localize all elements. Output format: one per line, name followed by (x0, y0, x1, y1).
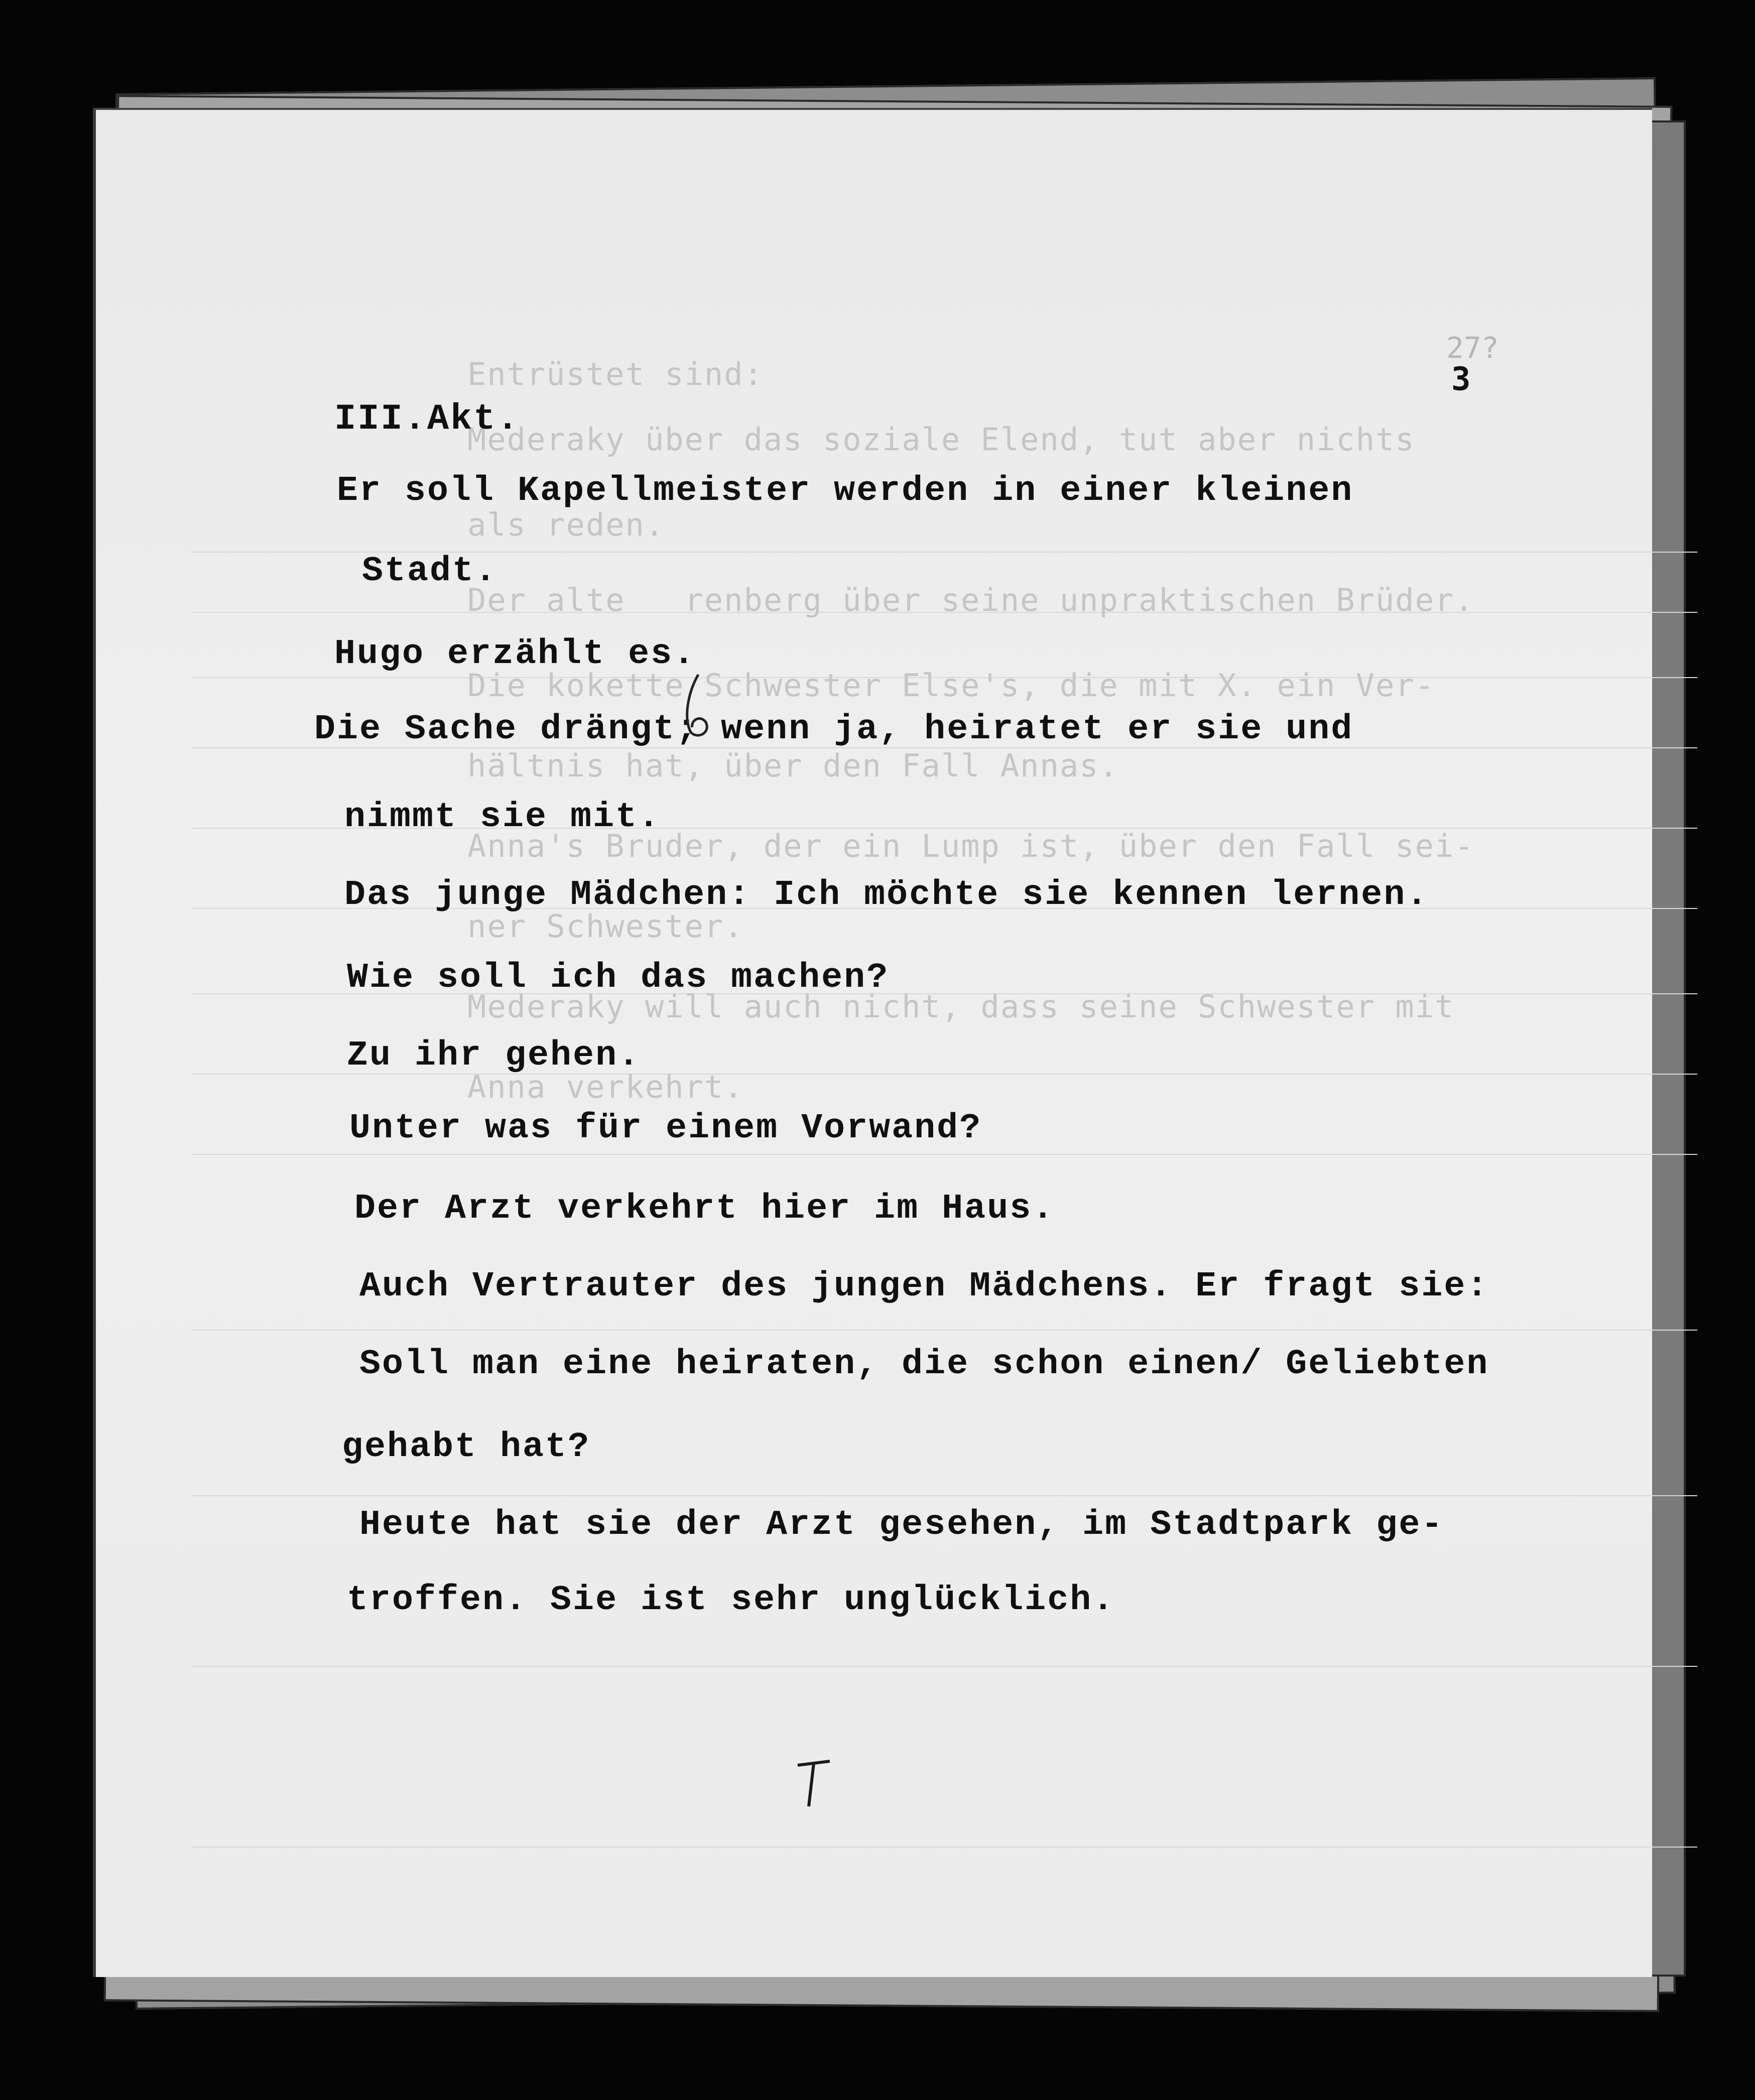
text-line: Hugo erzählt es. (334, 634, 696, 674)
show-through-line: Die kokette Schwester Else's, die mit X. ein Ver- (467, 667, 1435, 704)
text-line: Das junge Mädchen: Ich möchte sie kennen lernen. (344, 875, 1429, 915)
pencil-mark (794, 1756, 834, 1811)
text-line: Unter was für einem Vorwand? (349, 1109, 982, 1148)
show-through-line: Der alte renberg über seine unpraktischen Brüder. (467, 582, 1474, 618)
ruled-line (191, 1154, 1697, 1155)
text-line: Er soll Kapellmeister werden in einer kleinen (337, 471, 1354, 511)
text-line: Der Arzt verkehrt hier im Haus. (354, 1189, 1055, 1229)
ruled-line (191, 1495, 1697, 1496)
show-through-line: Mederaky über das soziale Elend, tut aber nichts (467, 421, 1415, 458)
pencil-mark (678, 672, 718, 742)
show-through-line: Anna's Bruder, der ein Lump ist, über den Fall sei- (467, 828, 1474, 864)
show-through-line: hältnis hat, über den Fall Annas. (467, 747, 1119, 784)
text-line: Auch Vertrauter des jungen Mädchens. Er fragt sie: (359, 1267, 1489, 1306)
show-through-line: Entrüstet sind: (467, 356, 764, 392)
ruled-line (191, 1330, 1697, 1331)
text-line: Soll man eine heiraten, die schon einen/ Geliebten (359, 1345, 1489, 1384)
page-number-faint: 27? (1446, 331, 1499, 365)
show-through-line: ner Schwester. (467, 908, 744, 945)
text-line: nimmt sie mit. (344, 798, 661, 837)
text-line: Zu ihr gehen. (347, 1036, 641, 1076)
text-line: Stadt. (362, 552, 498, 591)
text-line: Die Sache drängt; wenn ja, heiratet er sie und (314, 710, 1354, 749)
text-line: Wie soll ich das machen? (347, 958, 890, 998)
text-line: gehabt hat? (342, 1427, 591, 1467)
act-heading: III.Akt. (334, 399, 520, 440)
show-through-line: Anna verkehrt. (467, 1069, 744, 1105)
typewritten-page (93, 108, 1652, 1977)
show-through-line: als reden. (467, 506, 665, 543)
ruled-line (191, 1847, 1697, 1848)
ruled-line (191, 1666, 1697, 1667)
text-line: troffen. Sie ist sehr unglücklich. (347, 1581, 1115, 1620)
show-through-line: Mederaky will auch nicht, dass seine Schwester mit (467, 988, 1455, 1025)
text-line: Heute hat sie der Arzt gesehen, im Stadtpark ge- (359, 1505, 1444, 1545)
page-number: 3 (1451, 361, 1471, 398)
